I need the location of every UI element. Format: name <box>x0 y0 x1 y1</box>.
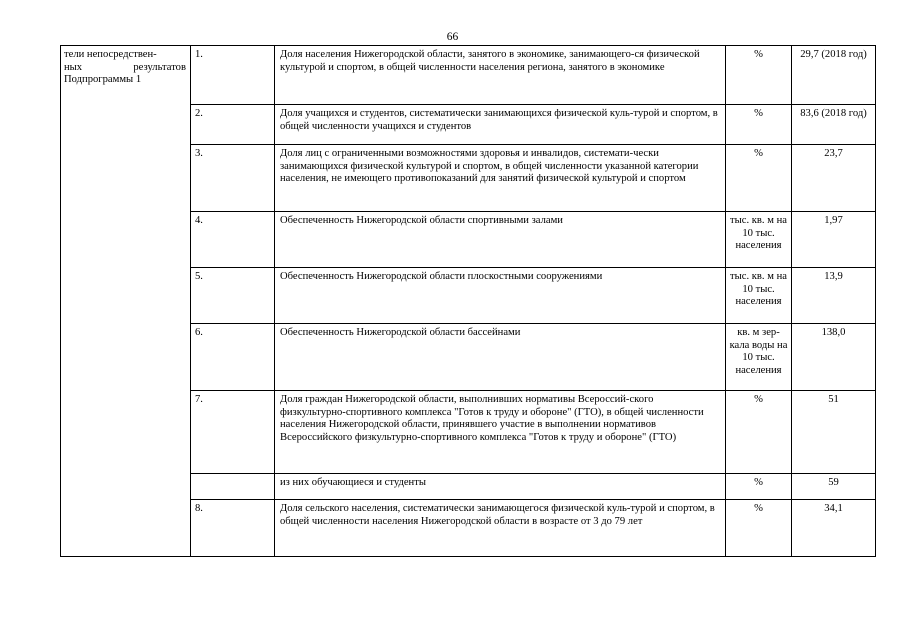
indicator-text: Доля сельского населения, систематически занимающегося физической куль-турой и спортом, в общей численности населения Нижегородской области в возрасте от 3 до 79 лет <box>275 500 726 557</box>
indicator-text: Доля лиц с ограниченными возможностями здоровья и инвалидов, системати-чески занимающихся физической культурой и спортом, в общей численности указанной категории населения, не имеющего противопоказаний для занятий физической культурой и спортом <box>275 145 726 212</box>
indicator-value: 59 <box>792 474 876 500</box>
indicator-value: 13,9 <box>792 268 876 324</box>
indicator-text: Доля граждан Нижегородской области, выполнивших нормативы Всероссий-ского физкультурно-спортивного комплекса "Готов к труду и обороне" (ГТО), в общей численности населения Нижегородской области, принявшего участие в выполнении нормативов Всероссийского физкультурно-спортивного комплекса "Готов к труду и обороне" (ГТО) <box>275 391 726 474</box>
section-label-cell <box>61 46 191 557</box>
indicator-unit: тыс. кв. м на 10 тыс. населения <box>726 212 792 268</box>
row-number: 3. <box>191 145 275 212</box>
indicator-unit: кв. м зер-кала воды на 10 тыс. населения <box>726 324 792 391</box>
row-number: 6. <box>191 324 275 391</box>
table-row <box>61 46 876 105</box>
page-number: 66 <box>446 31 459 43</box>
indicator-value: 138,0 <box>792 324 876 391</box>
indicator-text: Обеспеченность Нижегородской области бассейнами <box>275 324 726 391</box>
indicator-unit: % <box>726 145 792 212</box>
indicator-unit: % <box>726 500 792 557</box>
indicator-value: 34,1 <box>792 500 876 557</box>
section-label-line: тели непосредствен- <box>64 49 157 60</box>
row-number: 4. <box>191 212 275 268</box>
row-number: 1. <box>191 46 275 105</box>
section-label-word: ных <box>64 61 83 73</box>
indicator-unit: % <box>726 105 792 145</box>
section-label-line-justified <box>64 62 186 75</box>
indicators-table <box>60 45 876 557</box>
indicator-value: 29,7 (2018 год) <box>792 46 876 105</box>
indicator-unit: % <box>726 391 792 474</box>
indicator-unit: % <box>726 46 792 105</box>
indicator-value: 83,6 (2018 год) <box>792 105 876 145</box>
indicator-text: Доля учащихся и студентов, систематически занимающихся физической куль-турой и спортом, в общей численности учащихся и студентов <box>275 105 726 145</box>
indicator-text: Обеспеченность Нижегородской области спортивными залами <box>275 212 726 268</box>
row-number <box>191 474 275 500</box>
indicator-text: Доля населения Нижегородской области, занятого в экономике, занимающего-ся физической культурой и спортом, в общей численности населения региона, занятого в экономике <box>275 46 726 105</box>
indicator-text: Обеспеченность Нижегородской области плоскостными сооружениями <box>275 268 726 324</box>
indicator-unit: % <box>726 474 792 500</box>
row-number: 8. <box>191 500 275 557</box>
indicator-value: 23,7 <box>792 145 876 212</box>
section-label-line: Подпрограммы 1 <box>64 74 142 86</box>
indicator-unit: тыс. кв. м на 10 тыс. населения <box>726 268 792 324</box>
indicator-text: из них обучающиеся и студенты <box>275 474 726 500</box>
indicator-value: 1,97 <box>792 212 876 268</box>
row-number: 5. <box>191 268 275 324</box>
indicator-value: 51 <box>792 391 876 474</box>
section-label-word: результатов <box>133 61 186 73</box>
row-number: 2. <box>191 105 275 145</box>
row-number: 7. <box>191 391 275 474</box>
